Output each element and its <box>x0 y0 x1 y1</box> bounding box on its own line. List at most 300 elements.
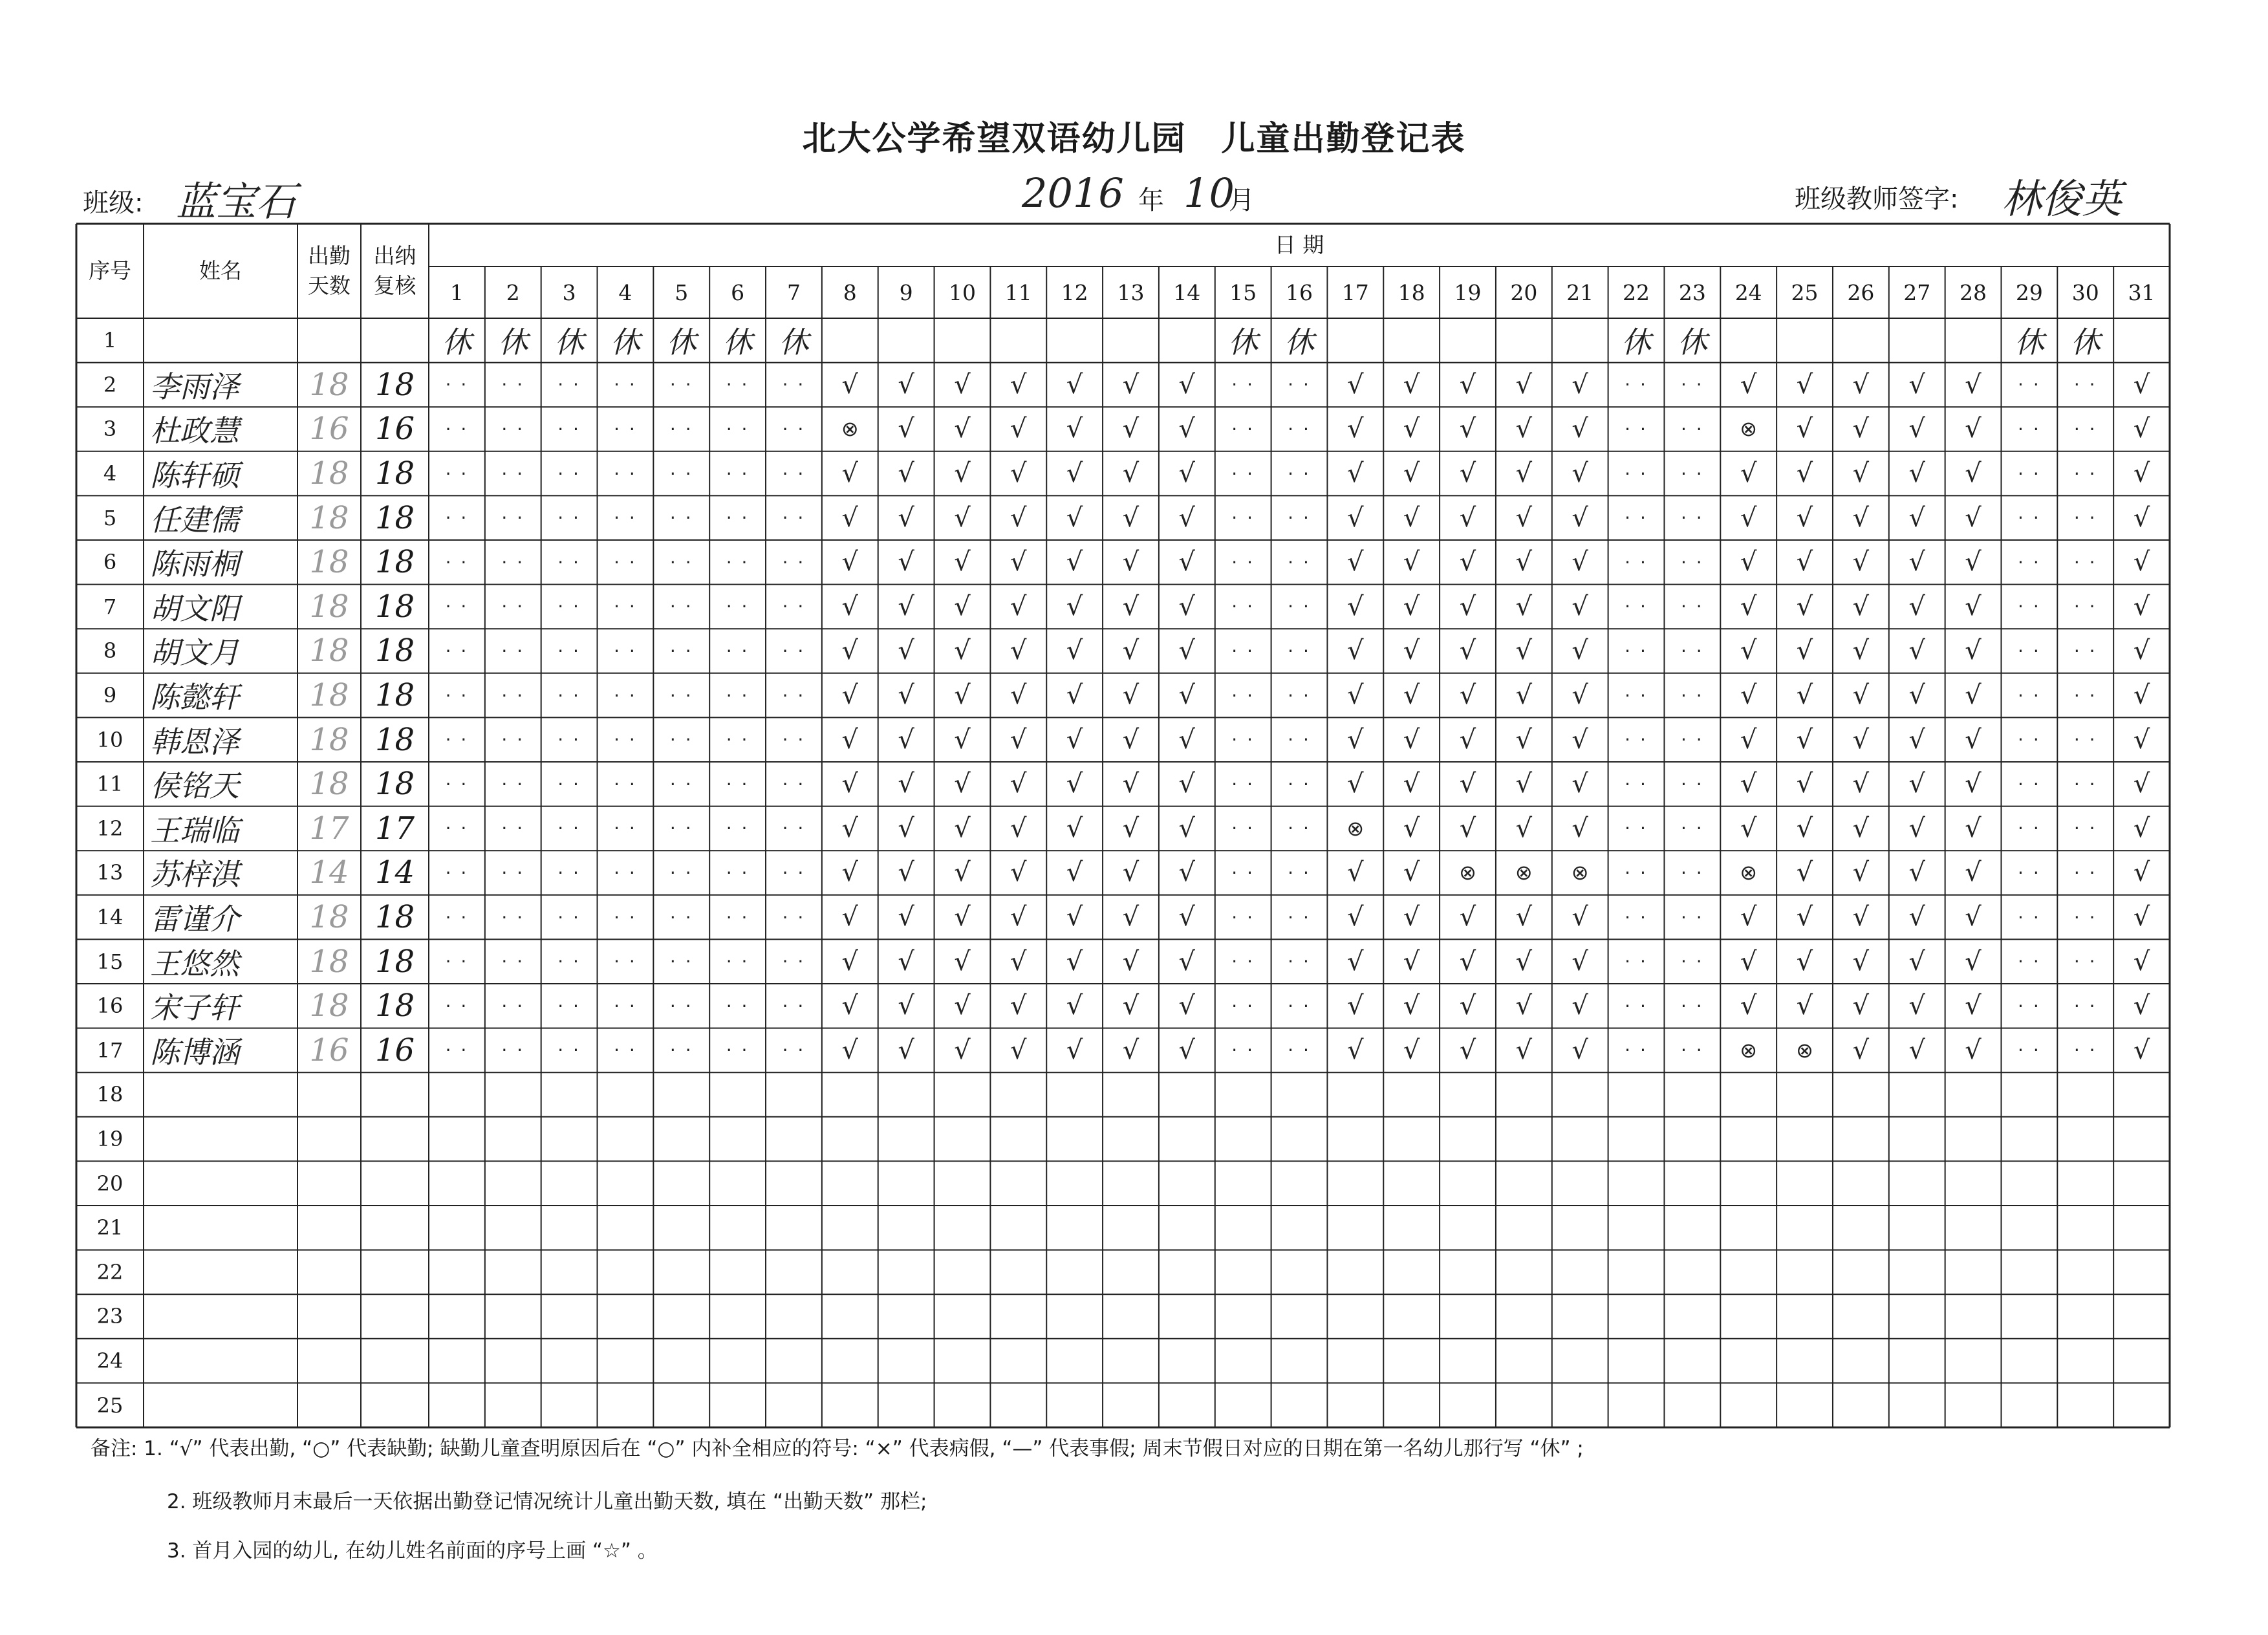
attend-days: 17 <box>309 810 349 847</box>
holiday-mark: · · <box>1625 729 1648 751</box>
holiday-mark: · · <box>726 684 750 706</box>
present-mark: √ <box>1740 503 1757 533</box>
day-number: 31 <box>2128 279 2155 305</box>
present-mark: √ <box>1010 902 1027 933</box>
present-mark: √ <box>841 769 859 799</box>
holiday-mark: · · <box>782 906 806 928</box>
holiday-mark: · · <box>501 684 525 706</box>
present-mark: √ <box>1515 680 1533 711</box>
holiday-mark: · · <box>1288 462 1311 484</box>
row-number: 4 <box>103 461 117 486</box>
holiday-mark: · · <box>1681 1039 1704 1061</box>
present-mark: √ <box>1066 636 1083 666</box>
month-value: 10 <box>1183 169 1235 217</box>
present-mark: √ <box>1066 459 1083 489</box>
present-mark: √ <box>1908 591 1925 622</box>
present-mark: √ <box>1908 503 1925 533</box>
present-mark: √ <box>1066 1035 1083 1065</box>
present-mark: √ <box>2133 902 2150 933</box>
holiday-mark: · · <box>445 995 469 1017</box>
holiday-mark: · · <box>669 729 693 751</box>
day-number: 6 <box>731 279 745 305</box>
present-mark: √ <box>1347 724 1364 755</box>
present-mark: √ <box>1122 769 1139 799</box>
review-days: 18 <box>374 588 415 625</box>
attend-days: 18 <box>309 677 349 714</box>
holiday-mark: · · <box>501 596 525 618</box>
present-mark: √ <box>2133 591 2150 622</box>
present-mark: √ <box>1403 1035 1420 1065</box>
holiday-mark: · · <box>1231 773 1255 795</box>
teacher-label: 班级教师签字: <box>1795 184 1959 214</box>
holiday-mark: · · <box>501 729 525 751</box>
holiday-mark: · · <box>1231 906 1255 928</box>
review-days: 17 <box>374 810 415 847</box>
holiday-mark: · · <box>2018 551 2041 573</box>
holiday-mark: · · <box>2018 596 2041 618</box>
day-number: 22 <box>1623 279 1650 305</box>
present-mark: √ <box>1347 636 1364 666</box>
present-mark: √ <box>1965 902 1982 933</box>
present-mark: √ <box>2133 991 2150 1021</box>
present-mark: √ <box>1178 636 1196 666</box>
present-mark: √ <box>1459 946 1476 977</box>
present-mark: √ <box>2133 503 2150 533</box>
holiday-mark: · · <box>726 418 750 440</box>
holiday-mark: · · <box>501 462 525 484</box>
holiday-mark: · · <box>726 817 750 839</box>
holiday-mark: · · <box>2073 817 2097 839</box>
present-mark: √ <box>954 946 971 977</box>
holiday-mark: · · <box>557 507 581 529</box>
holiday-mark: · · <box>669 507 693 529</box>
present-mark: √ <box>1965 591 1982 622</box>
present-mark: √ <box>1347 680 1364 711</box>
present-mark: √ <box>1571 547 1588 578</box>
review-days: 18 <box>374 366 415 403</box>
present-mark: √ <box>1178 769 1196 799</box>
present-mark: √ <box>1740 991 1757 1021</box>
present-mark: √ <box>1178 991 1196 1021</box>
holiday-mark: · · <box>669 906 693 928</box>
holiday-mark: · · <box>557 773 581 795</box>
present-mark: √ <box>1740 946 1757 977</box>
holiday-mark: · · <box>501 640 525 662</box>
present-mark: √ <box>1459 503 1476 533</box>
present-mark: √ <box>1459 813 1476 843</box>
review-days: 18 <box>374 988 415 1024</box>
present-mark: √ <box>1852 1035 1870 1065</box>
holiday-mark: · · <box>726 861 750 883</box>
holiday-mark: · · <box>1681 684 1704 706</box>
attend-days: 18 <box>309 588 349 625</box>
day-number: 3 <box>562 279 576 305</box>
holiday-mark: · · <box>2073 684 2097 706</box>
present-mark: √ <box>898 459 914 489</box>
holiday-mark: · · <box>614 418 637 440</box>
attend-days: 16 <box>309 411 349 448</box>
attend-days: 16 <box>309 1032 349 1068</box>
present-mark: √ <box>1571 724 1588 755</box>
holiday-mark: · · <box>501 374 525 396</box>
holiday-mark: · · <box>1288 374 1311 396</box>
present-mark: √ <box>1515 902 1533 933</box>
present-mark: √ <box>1403 724 1420 755</box>
present-mark: √ <box>1347 459 1364 489</box>
present-mark: √ <box>1740 769 1757 799</box>
holiday-mark: · · <box>2018 995 2041 1017</box>
rest-mark: 休 <box>1228 325 1258 360</box>
row-number: 20 <box>96 1171 124 1196</box>
present-mark: √ <box>2133 724 2150 755</box>
holiday-mark: · · <box>445 374 469 396</box>
present-mark: √ <box>1066 369 1083 400</box>
present-mark: √ <box>1347 902 1364 933</box>
holiday-mark: · · <box>1288 995 1311 1017</box>
holiday-mark: · · <box>1231 462 1255 484</box>
holiday-mark: · · <box>501 906 525 928</box>
holiday-mark: · · <box>445 729 469 751</box>
absent-mark: ⊗ <box>1740 417 1758 442</box>
present-mark: √ <box>1740 680 1757 711</box>
holiday-mark: · · <box>1231 640 1255 662</box>
present-mark: √ <box>1740 813 1757 843</box>
present-mark: √ <box>1571 991 1588 1021</box>
holiday-mark: · · <box>782 773 806 795</box>
present-mark: √ <box>1122 991 1139 1021</box>
present-mark: √ <box>841 1035 859 1065</box>
present-mark: √ <box>1403 503 1420 533</box>
present-mark: √ <box>1965 991 1982 1021</box>
present-mark: √ <box>1403 591 1420 622</box>
present-mark: √ <box>1965 946 1982 977</box>
note-3: 3. 首月入园的幼儿, 在幼儿姓名前面的序号上画 “☆” 。 <box>167 1539 658 1563</box>
present-mark: √ <box>898 946 914 977</box>
present-mark: √ <box>1403 858 1420 888</box>
holiday-mark: · · <box>669 951 693 973</box>
student-name: 宋子轩 <box>150 990 239 1026</box>
day-number: 25 <box>1791 279 1819 305</box>
present-mark: √ <box>1852 946 1870 977</box>
present-mark: √ <box>1122 503 1139 533</box>
holiday-mark: · · <box>557 729 581 751</box>
holiday-mark: · · <box>2073 861 2097 883</box>
holiday-mark: · · <box>557 861 581 883</box>
holiday-mark: · · <box>2073 551 2097 573</box>
row-number: 5 <box>103 505 117 530</box>
rest-mark: 休 <box>666 325 697 360</box>
holiday-mark: · · <box>445 596 469 618</box>
holiday-mark: · · <box>669 462 693 484</box>
present-mark: √ <box>841 858 859 888</box>
holiday-mark: · · <box>2018 906 2041 928</box>
present-mark: √ <box>1010 459 1027 489</box>
present-mark: √ <box>1740 591 1757 622</box>
day-number: 7 <box>786 279 801 305</box>
holiday-mark: · · <box>1681 995 1704 1017</box>
present-mark: √ <box>841 591 859 622</box>
present-mark: √ <box>1908 680 1925 711</box>
present-mark: √ <box>1010 946 1027 977</box>
present-mark: √ <box>1066 902 1083 933</box>
present-mark: √ <box>1571 1035 1588 1065</box>
student-name: 胡文阳 <box>150 590 239 626</box>
student-name: 胡文月 <box>150 635 239 671</box>
holiday-mark: · · <box>726 995 750 1017</box>
present-mark: √ <box>1908 858 1925 888</box>
absent-mark: ⊗ <box>1459 860 1476 885</box>
present-mark: √ <box>1796 991 1813 1021</box>
row-number: 12 <box>96 816 124 841</box>
present-mark: √ <box>1908 902 1925 933</box>
present-mark: √ <box>1459 680 1476 711</box>
present-mark: √ <box>1796 459 1813 489</box>
holiday-mark: · · <box>1625 551 1648 573</box>
present-mark: √ <box>1178 369 1196 400</box>
holiday-mark: · · <box>445 462 469 484</box>
present-mark: √ <box>1908 369 1925 400</box>
day-number: 15 <box>1229 279 1257 305</box>
day-number: 21 <box>1566 279 1594 305</box>
holiday-mark: · · <box>2018 462 2041 484</box>
day-number: 17 <box>1341 279 1369 305</box>
holiday-mark: · · <box>1681 951 1704 973</box>
holiday-mark: · · <box>782 551 806 573</box>
present-mark: √ <box>1965 724 1982 755</box>
present-mark: √ <box>1122 636 1139 666</box>
present-mark: √ <box>1010 1035 1027 1065</box>
class-label: 班级: <box>83 188 144 218</box>
present-mark: √ <box>1066 414 1083 444</box>
present-mark: √ <box>1740 547 1757 578</box>
present-mark: √ <box>1122 946 1139 977</box>
student-name: 李雨泽 <box>150 369 239 404</box>
header-attend-days: 出勤 天数 <box>308 243 351 298</box>
holiday-mark: · · <box>782 817 806 839</box>
present-mark: √ <box>1571 636 1588 666</box>
holiday-mark: · · <box>669 640 693 662</box>
present-mark: √ <box>1122 902 1139 933</box>
present-mark: √ <box>1122 459 1139 489</box>
holiday-mark: · · <box>614 640 637 662</box>
holiday-mark: · · <box>1625 596 1648 618</box>
row-number: 6 <box>103 550 117 575</box>
holiday-mark: · · <box>1625 861 1648 883</box>
holiday-mark: · · <box>2073 374 2097 396</box>
holiday-mark: · · <box>614 1039 637 1061</box>
present-mark: √ <box>1178 946 1196 977</box>
holiday-mark: · · <box>1231 995 1255 1017</box>
present-mark: √ <box>841 459 859 489</box>
holiday-mark: · · <box>1288 418 1311 440</box>
day-number: 4 <box>618 279 632 305</box>
holiday-mark: · · <box>1288 906 1311 928</box>
present-mark: √ <box>1122 369 1139 400</box>
present-mark: √ <box>1852 724 1870 755</box>
review-days: 18 <box>374 499 415 536</box>
present-mark: √ <box>1066 813 1083 843</box>
present-mark: √ <box>898 414 914 444</box>
holiday-mark: · · <box>445 1039 469 1061</box>
row-number: 15 <box>96 949 124 974</box>
present-mark: √ <box>1122 591 1139 622</box>
present-mark: √ <box>1515 369 1533 400</box>
holiday-mark: · · <box>501 418 525 440</box>
holiday-mark: · · <box>445 640 469 662</box>
holiday-mark: · · <box>445 507 469 529</box>
review-days: 18 <box>374 677 415 714</box>
holiday-mark: · · <box>1231 861 1255 883</box>
present-mark: √ <box>954 591 971 622</box>
day-number: 28 <box>1960 279 1987 305</box>
header-date: 日 期 <box>1274 232 1324 257</box>
holiday-mark: · · <box>2018 374 2041 396</box>
present-mark: √ <box>1403 547 1420 578</box>
holiday-mark: · · <box>1231 551 1255 573</box>
present-mark: √ <box>898 636 914 666</box>
student-name: 杜政慧 <box>150 413 239 449</box>
header-name: 姓名 <box>199 258 242 283</box>
page-title: 北大公学希望双语幼儿园 儿童出勤登记表 <box>802 120 1466 158</box>
holiday-mark: · · <box>2018 817 2041 839</box>
present-mark: √ <box>898 1035 914 1065</box>
present-mark: √ <box>1571 591 1588 622</box>
present-mark: √ <box>1347 591 1364 622</box>
present-mark: √ <box>1515 769 1533 799</box>
holiday-mark: · · <box>557 817 581 839</box>
holiday-mark: · · <box>557 640 581 662</box>
review-days: 18 <box>374 943 415 980</box>
present-mark: √ <box>1347 1035 1364 1065</box>
holiday-mark: · · <box>1681 551 1704 573</box>
present-mark: √ <box>1571 680 1588 711</box>
holiday-mark: · · <box>557 906 581 928</box>
present-mark: √ <box>954 636 971 666</box>
holiday-mark: · · <box>726 596 750 618</box>
holiday-mark: · · <box>2018 773 2041 795</box>
holiday-mark: · · <box>2073 906 2097 928</box>
holiday-mark: · · <box>501 1039 525 1061</box>
rest-mark: 休 <box>2014 325 2044 360</box>
holiday-mark: · · <box>614 684 637 706</box>
present-mark: √ <box>1403 414 1420 444</box>
holiday-mark: · · <box>1231 729 1255 751</box>
present-mark: √ <box>954 1035 971 1065</box>
present-mark: √ <box>1459 459 1476 489</box>
holiday-mark: · · <box>2018 640 2041 662</box>
attend-days: 18 <box>309 499 349 536</box>
present-mark: √ <box>1459 724 1476 755</box>
present-mark: √ <box>1515 946 1533 977</box>
present-mark: √ <box>1515 547 1533 578</box>
holiday-mark: · · <box>669 596 693 618</box>
year-value: 2016 <box>1022 169 1124 217</box>
present-mark: √ <box>898 724 914 755</box>
present-mark: √ <box>1459 991 1476 1021</box>
holiday-mark: · · <box>1231 418 1255 440</box>
present-mark: √ <box>898 991 914 1021</box>
present-mark: √ <box>1571 503 1588 533</box>
present-mark: √ <box>1122 680 1139 711</box>
holiday-mark: · · <box>2073 773 2097 795</box>
present-mark: √ <box>954 369 971 400</box>
day-number: 27 <box>1903 279 1931 305</box>
holiday-mark: · · <box>2073 507 2097 529</box>
day-number: 24 <box>1734 279 1762 305</box>
present-mark: √ <box>1010 591 1027 622</box>
holiday-mark: · · <box>1681 817 1704 839</box>
present-mark: √ <box>1571 369 1588 400</box>
present-mark: √ <box>1010 547 1027 578</box>
present-mark: √ <box>1459 547 1476 578</box>
holiday-mark: · · <box>726 906 750 928</box>
attend-days: 18 <box>309 899 349 936</box>
holiday-mark: · · <box>2073 1039 2097 1061</box>
present-mark: √ <box>1796 769 1813 799</box>
holiday-mark: · · <box>1288 951 1311 973</box>
day-number: 10 <box>948 279 976 305</box>
present-mark: √ <box>1908 459 1925 489</box>
holiday-mark: · · <box>782 462 806 484</box>
present-mark: √ <box>1459 769 1476 799</box>
holiday-mark: · · <box>557 374 581 396</box>
holiday-mark: · · <box>614 951 637 973</box>
present-mark: √ <box>1010 369 1027 400</box>
present-mark: √ <box>1740 369 1757 400</box>
present-mark: √ <box>1403 369 1420 400</box>
present-mark: √ <box>1965 547 1982 578</box>
holiday-mark: · · <box>782 418 806 440</box>
holiday-mark: · · <box>1288 596 1311 618</box>
present-mark: √ <box>1178 547 1196 578</box>
present-mark: √ <box>1347 858 1364 888</box>
holiday-mark: · · <box>557 951 581 973</box>
present-mark: √ <box>1403 680 1420 711</box>
present-mark: √ <box>1571 459 1588 489</box>
holiday-mark: · · <box>1681 418 1704 440</box>
holiday-mark: · · <box>501 773 525 795</box>
holiday-mark: · · <box>2018 418 2041 440</box>
present-mark: √ <box>1010 769 1027 799</box>
holiday-mark: · · <box>1681 374 1704 396</box>
day-number: 29 <box>2015 279 2043 305</box>
rest-mark: 休 <box>2070 325 2101 360</box>
rest-mark: 休 <box>779 325 809 360</box>
present-mark: √ <box>1852 636 1870 666</box>
present-mark: √ <box>2133 1035 2150 1065</box>
present-mark: √ <box>1347 414 1364 444</box>
holiday-mark: · · <box>1288 551 1311 573</box>
holiday-mark: · · <box>1288 684 1311 706</box>
holiday-mark: · · <box>557 596 581 618</box>
row-number: 19 <box>96 1127 124 1152</box>
holiday-mark: · · <box>2018 861 2041 883</box>
holiday-mark: · · <box>501 995 525 1017</box>
holiday-mark: · · <box>2018 684 2041 706</box>
row-number: 11 <box>96 772 124 797</box>
present-mark: √ <box>841 813 859 843</box>
teacher-signature: 林俊英 <box>2002 175 2122 222</box>
present-mark: √ <box>1178 902 1196 933</box>
present-mark: √ <box>1066 591 1083 622</box>
row-number: 24 <box>96 1348 124 1374</box>
holiday-mark: · · <box>782 507 806 529</box>
holiday-mark: · · <box>2073 995 2097 1017</box>
holiday-mark: · · <box>614 729 637 751</box>
student-name: 韩恩泽 <box>150 724 239 759</box>
present-mark: √ <box>1066 991 1083 1021</box>
present-mark: √ <box>1796 414 1813 444</box>
